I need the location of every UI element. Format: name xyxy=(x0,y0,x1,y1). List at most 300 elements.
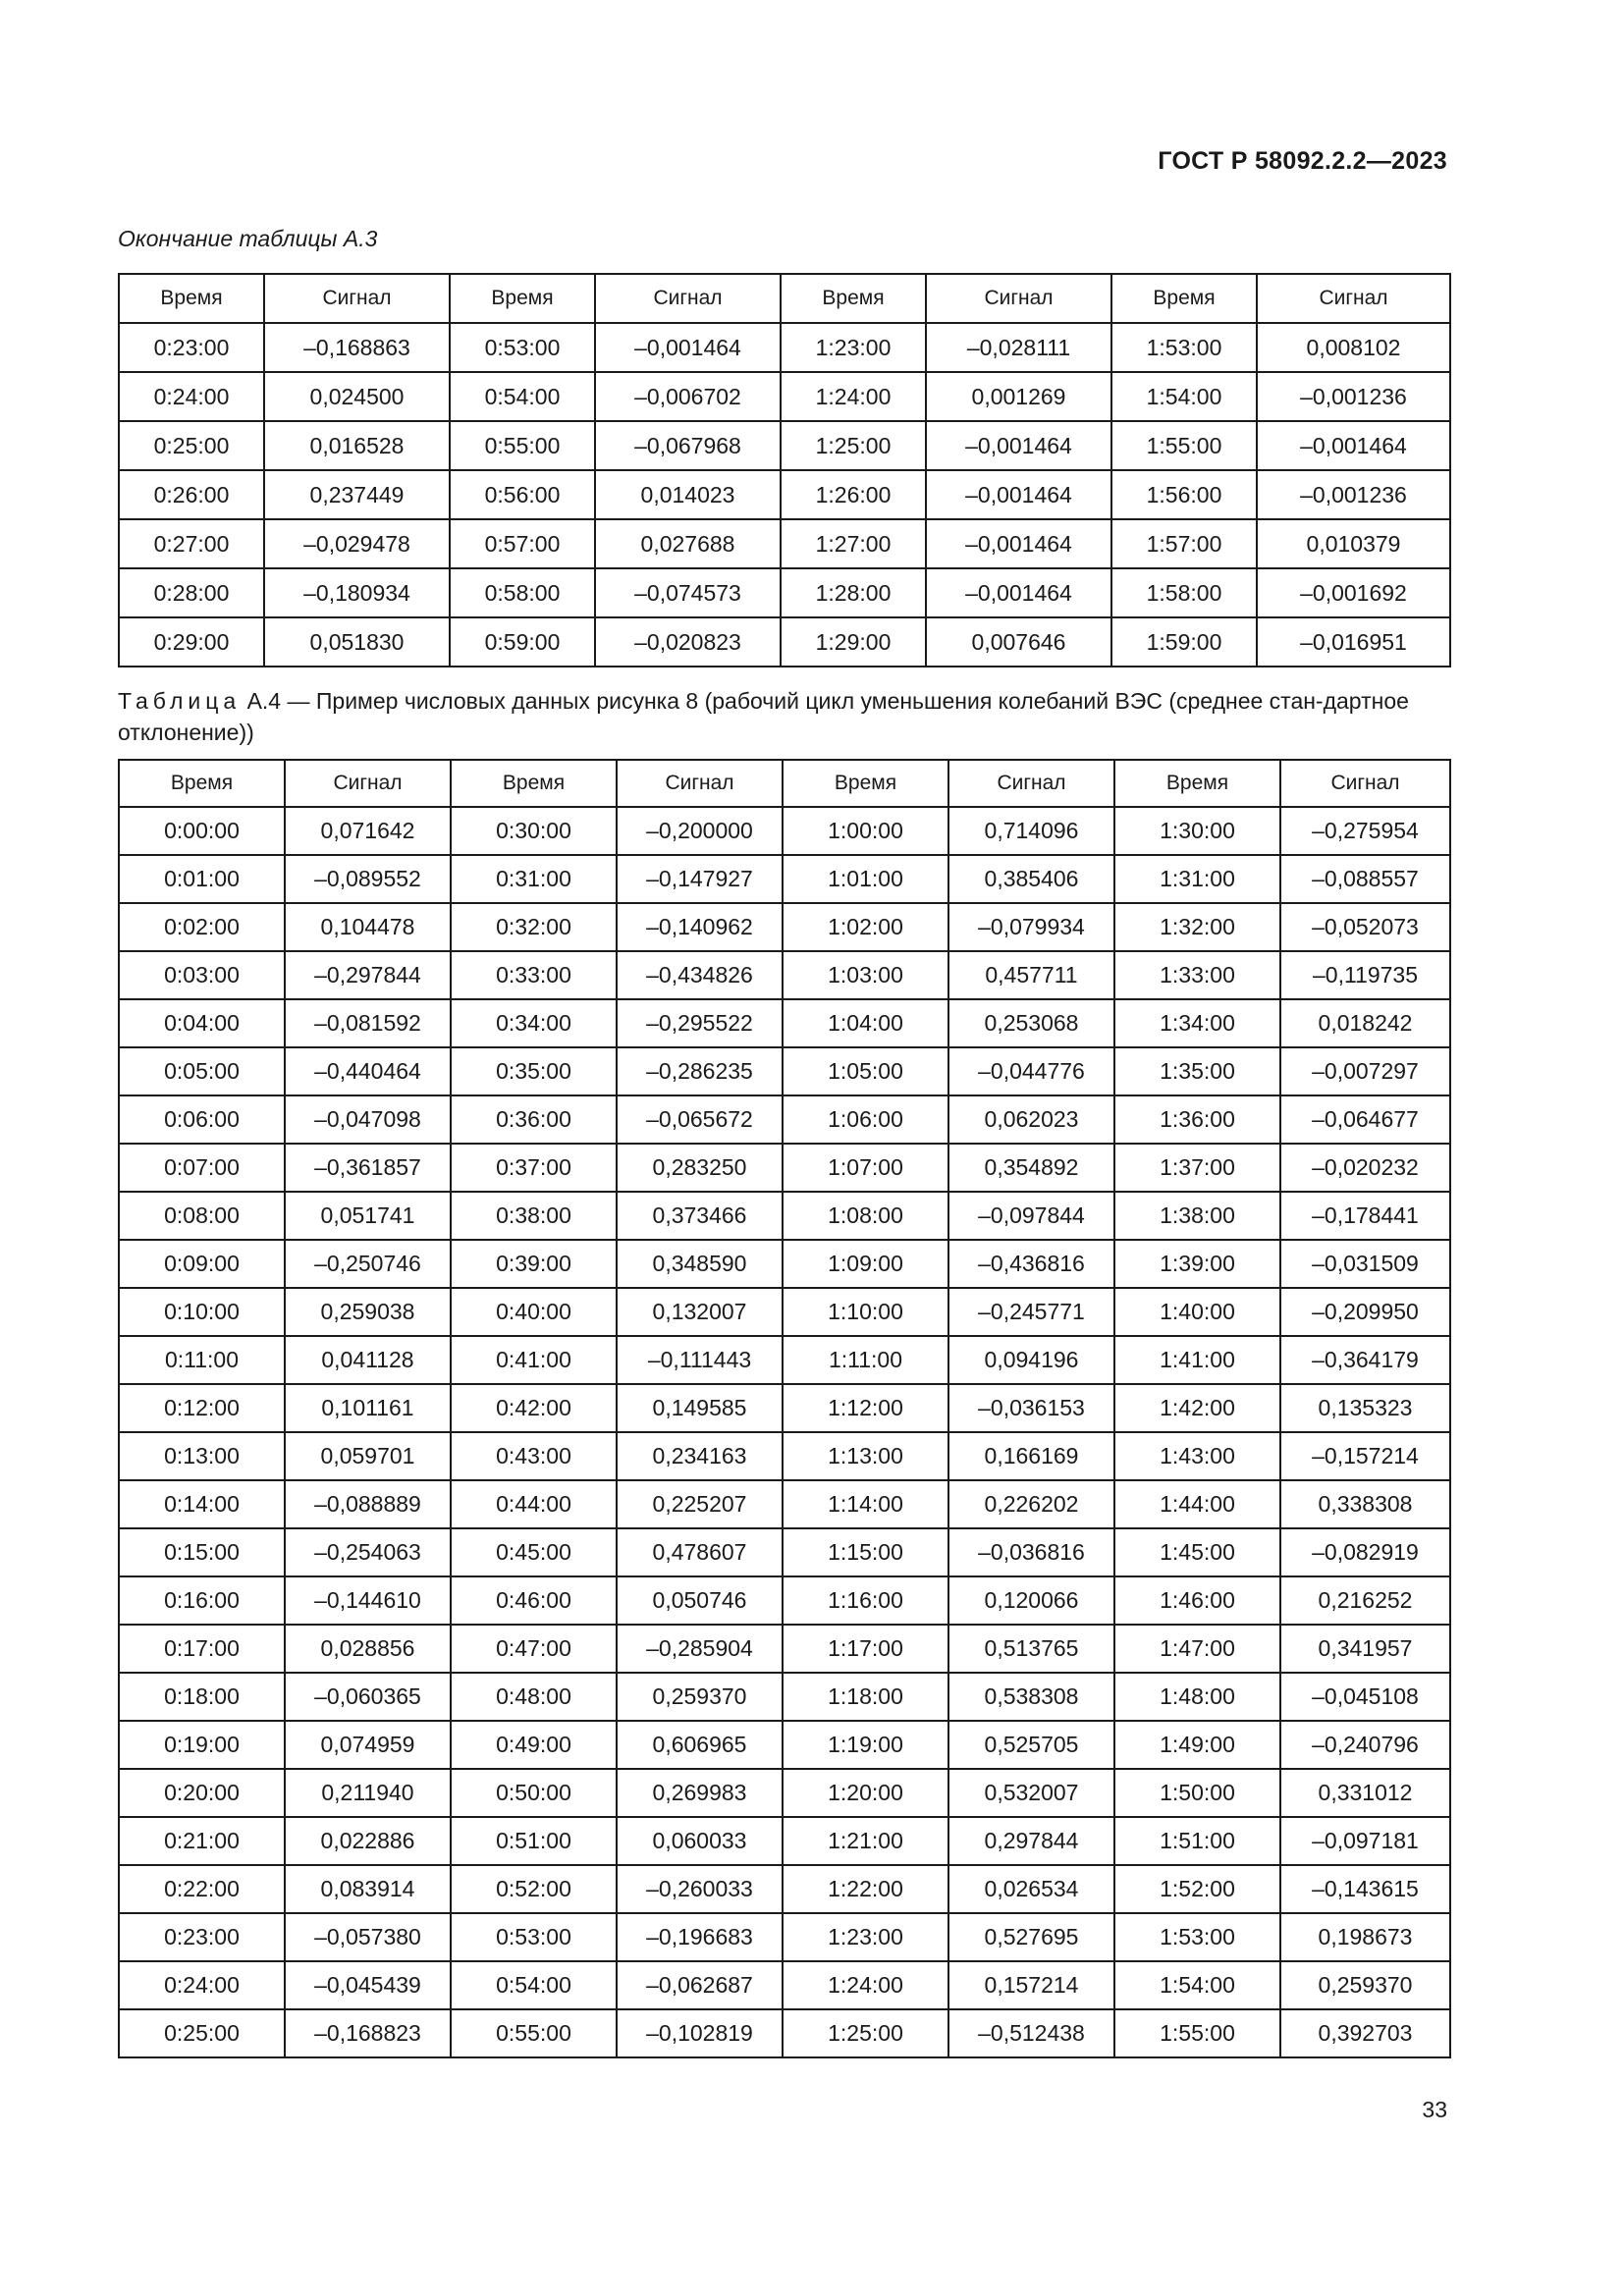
signal-cell: 0,001269 xyxy=(926,372,1111,421)
page-number: 33 xyxy=(1422,2097,1447,2122)
signal-cell: –0,089552 xyxy=(285,855,451,903)
signal-cell: –0,044776 xyxy=(948,1047,1114,1095)
time-cell: 1:55:00 xyxy=(1114,2009,1280,2057)
signal-cell: 0,234163 xyxy=(617,1432,783,1480)
table-row xyxy=(119,519,1450,568)
signal-cell: –0,512438 xyxy=(948,2009,1114,2057)
time-cell: 0:20:00 xyxy=(119,1769,285,1817)
signal-cell: 0,101161 xyxy=(285,1384,451,1432)
time-cell: 0:36:00 xyxy=(451,1095,617,1144)
signal-cell: –0,079934 xyxy=(948,903,1114,951)
time-cell: 0:54:00 xyxy=(450,372,595,421)
column-header: Время xyxy=(781,274,926,323)
time-cell: 0:40:00 xyxy=(451,1288,617,1336)
time-cell: 1:38:00 xyxy=(1114,1192,1280,1240)
time-cell: 1:13:00 xyxy=(783,1432,948,1480)
time-cell: 1:34:00 xyxy=(1114,999,1280,1047)
column-header: Время xyxy=(783,760,948,807)
time-cell: 1:09:00 xyxy=(783,1240,948,1288)
time-cell: 1:23:00 xyxy=(783,1913,948,1961)
signal-cell: 0,094196 xyxy=(948,1336,1114,1384)
signal-cell: 0,135323 xyxy=(1280,1384,1450,1432)
signal-cell: 0,341957 xyxy=(1280,1625,1450,1673)
signal-cell: 0,149585 xyxy=(617,1384,783,1432)
time-cell: 0:24:00 xyxy=(119,372,264,421)
signal-cell: –0,045108 xyxy=(1280,1673,1450,1721)
signal-cell: 0,027688 xyxy=(595,519,781,568)
time-cell: 0:29:00 xyxy=(119,617,264,667)
time-cell: 1:55:00 xyxy=(1111,421,1257,470)
table-row xyxy=(119,1240,1450,1288)
time-cell: 0:52:00 xyxy=(451,1865,617,1913)
signal-cell: –0,029478 xyxy=(264,519,450,568)
signal-cell: 0,259038 xyxy=(285,1288,451,1336)
time-cell: 1:59:00 xyxy=(1111,617,1257,667)
signal-cell: –0,111443 xyxy=(617,1336,783,1384)
signal-cell: 0,028856 xyxy=(285,1625,451,1673)
column-header: Время xyxy=(451,760,617,807)
signal-cell: –0,144610 xyxy=(285,1576,451,1625)
time-cell: 0:54:00 xyxy=(451,1961,617,2009)
time-cell: 0:30:00 xyxy=(451,807,617,855)
time-cell: 1:17:00 xyxy=(783,1625,948,1673)
time-cell: 0:43:00 xyxy=(451,1432,617,1480)
time-cell: 1:41:00 xyxy=(1114,1336,1280,1384)
table-row xyxy=(119,2009,1450,2057)
column-header: Время xyxy=(450,274,595,323)
signal-cell: 0,166169 xyxy=(948,1432,1114,1480)
signal-cell: 0,338308 xyxy=(1280,1480,1450,1528)
table-row xyxy=(119,470,1450,519)
table-a3-continuation-caption: Окончание таблицы А.3 xyxy=(118,226,378,251)
signal-cell: –0,067968 xyxy=(595,421,781,470)
signal-cell: 0,157214 xyxy=(948,1961,1114,2009)
time-cell: 0:46:00 xyxy=(451,1576,617,1625)
signal-cell: –0,082919 xyxy=(1280,1528,1450,1576)
table-row xyxy=(119,1865,1450,1913)
time-cell: 0:59:00 xyxy=(450,617,595,667)
column-header: Сигнал xyxy=(948,760,1114,807)
time-cell: 1:37:00 xyxy=(1114,1144,1280,1192)
time-cell: 0:26:00 xyxy=(119,470,264,519)
time-cell: 1:35:00 xyxy=(1114,1047,1280,1095)
signal-cell: 0,022886 xyxy=(285,1817,451,1865)
signal-cell: –0,001464 xyxy=(926,470,1111,519)
table-a4-caption-label: Таблица xyxy=(118,688,242,714)
signal-cell: –0,016951 xyxy=(1257,617,1450,667)
time-cell: 0:35:00 xyxy=(451,1047,617,1095)
time-cell: 0:00:00 xyxy=(119,807,285,855)
time-cell: 1:25:00 xyxy=(783,2009,948,2057)
column-header: Сигнал xyxy=(926,274,1111,323)
time-cell: 0:08:00 xyxy=(119,1192,285,1240)
time-cell: 0:16:00 xyxy=(119,1576,285,1625)
table-row xyxy=(119,1144,1450,1192)
signal-cell: –0,088889 xyxy=(285,1480,451,1528)
signal-cell: –0,119735 xyxy=(1280,951,1450,999)
table-header-row xyxy=(119,760,1450,807)
time-cell: 1:14:00 xyxy=(783,1480,948,1528)
signal-cell: 0,259370 xyxy=(1280,1961,1450,2009)
signal-cell: 0,348590 xyxy=(617,1240,783,1288)
signal-cell: 0,026534 xyxy=(948,1865,1114,1913)
signal-cell: –0,209950 xyxy=(1280,1288,1450,1336)
table-row xyxy=(119,1432,1450,1480)
signal-cell: –0,001464 xyxy=(926,421,1111,470)
time-cell: 0:04:00 xyxy=(119,999,285,1047)
time-cell: 1:18:00 xyxy=(783,1673,948,1721)
column-header: Время xyxy=(1111,274,1257,323)
time-cell: 1:53:00 xyxy=(1114,1913,1280,1961)
signal-cell: 0,071642 xyxy=(285,807,451,855)
time-cell: 0:18:00 xyxy=(119,1673,285,1721)
time-cell: 1:51:00 xyxy=(1114,1817,1280,1865)
column-header: Сигнал xyxy=(595,274,781,323)
time-cell: 1:53:00 xyxy=(1111,323,1257,372)
time-cell: 1:40:00 xyxy=(1114,1288,1280,1336)
signal-cell: 0,016528 xyxy=(264,421,450,470)
time-cell: 0:25:00 xyxy=(119,421,264,470)
signal-cell: –0,064677 xyxy=(1280,1095,1450,1144)
time-cell: 0:09:00 xyxy=(119,1240,285,1288)
signal-cell: –0,081592 xyxy=(285,999,451,1047)
time-cell: 0:51:00 xyxy=(451,1817,617,1865)
signal-cell: –0,028111 xyxy=(926,323,1111,372)
signal-cell: 0,051741 xyxy=(285,1192,451,1240)
signal-cell: 0,253068 xyxy=(948,999,1114,1047)
signal-cell: 0,050746 xyxy=(617,1576,783,1625)
table-row xyxy=(119,903,1450,951)
signal-cell: –0,097844 xyxy=(948,1192,1114,1240)
signal-cell: 0,211940 xyxy=(285,1769,451,1817)
signal-cell: –0,020823 xyxy=(595,617,781,667)
signal-cell: 0,532007 xyxy=(948,1769,1114,1817)
time-cell: 0:23:00 xyxy=(119,323,264,372)
signal-cell: –0,295522 xyxy=(617,999,783,1047)
column-header: Сигнал xyxy=(285,760,451,807)
table-header-row xyxy=(119,274,1450,323)
table-row xyxy=(119,1625,1450,1673)
time-cell: 0:57:00 xyxy=(450,519,595,568)
time-cell: 1:22:00 xyxy=(783,1865,948,1913)
signal-cell: 0,041128 xyxy=(285,1336,451,1384)
signal-cell: –0,001464 xyxy=(595,323,781,372)
time-cell: 0:11:00 xyxy=(119,1336,285,1384)
signal-cell: –0,140962 xyxy=(617,903,783,951)
signal-cell: 0,354892 xyxy=(948,1144,1114,1192)
time-cell: 1:20:00 xyxy=(783,1769,948,1817)
table-row xyxy=(119,1576,1450,1625)
signal-cell: –0,031509 xyxy=(1280,1240,1450,1288)
time-cell: 1:02:00 xyxy=(783,903,948,951)
time-cell: 0:25:00 xyxy=(119,2009,285,2057)
signal-cell: 0,083914 xyxy=(285,1865,451,1913)
signal-cell: 0,513765 xyxy=(948,1625,1114,1673)
time-cell: 0:32:00 xyxy=(451,903,617,951)
time-cell: 1:31:00 xyxy=(1114,855,1280,903)
signal-cell: 0,538308 xyxy=(948,1673,1114,1721)
signal-cell: –0,245771 xyxy=(948,1288,1114,1336)
table-row xyxy=(119,1673,1450,1721)
signal-cell: 0,478607 xyxy=(617,1528,783,1576)
signal-cell: –0,088557 xyxy=(1280,855,1450,903)
signal-cell: –0,168823 xyxy=(285,2009,451,2057)
signal-cell: –0,361857 xyxy=(285,1144,451,1192)
signal-cell: –0,020232 xyxy=(1280,1144,1450,1192)
time-cell: 1:07:00 xyxy=(783,1144,948,1192)
column-header: Время xyxy=(119,760,285,807)
time-cell: 1:05:00 xyxy=(783,1047,948,1095)
signal-cell: –0,196683 xyxy=(617,1913,783,1961)
signal-cell: –0,157214 xyxy=(1280,1432,1450,1480)
signal-cell: –0,178441 xyxy=(1280,1192,1450,1240)
time-cell: 0:17:00 xyxy=(119,1625,285,1673)
table-row xyxy=(119,1480,1450,1528)
signal-cell: 0,198673 xyxy=(1280,1913,1450,1961)
signal-cell: –0,250746 xyxy=(285,1240,451,1288)
signal-cell: –0,147927 xyxy=(617,855,783,903)
time-cell: 1:26:00 xyxy=(781,470,926,519)
time-cell: 0:47:00 xyxy=(451,1625,617,1673)
signal-cell: –0,180934 xyxy=(264,568,450,617)
time-cell: 0:53:00 xyxy=(451,1913,617,1961)
signal-cell: –0,168863 xyxy=(264,323,450,372)
time-cell: 1:01:00 xyxy=(783,855,948,903)
signal-cell: 0,457711 xyxy=(948,951,1114,999)
signal-cell: –0,285904 xyxy=(617,1625,783,1673)
signal-cell: 0,269983 xyxy=(617,1769,783,1817)
time-cell: 1:03:00 xyxy=(783,951,948,999)
table-row xyxy=(119,1721,1450,1769)
time-cell: 1:42:00 xyxy=(1114,1384,1280,1432)
time-cell: 1:54:00 xyxy=(1114,1961,1280,2009)
table-a4-caption xyxy=(118,685,1447,748)
signal-cell: 0,297844 xyxy=(948,1817,1114,1865)
signal-cell: –0,286235 xyxy=(617,1047,783,1095)
signal-cell: 0,331012 xyxy=(1280,1769,1450,1817)
signal-cell: –0,434826 xyxy=(617,951,783,999)
column-header: Сигнал xyxy=(264,274,450,323)
signal-cell: 0,283250 xyxy=(617,1144,783,1192)
time-cell: 0:24:00 xyxy=(119,1961,285,2009)
time-cell: 0:42:00 xyxy=(451,1384,617,1432)
time-cell: 1:49:00 xyxy=(1114,1721,1280,1769)
signal-cell: –0,006702 xyxy=(595,372,781,421)
time-cell: 1:11:00 xyxy=(783,1336,948,1384)
time-cell: 1:19:00 xyxy=(783,1721,948,1769)
signal-cell: 0,074959 xyxy=(285,1721,451,1769)
signal-cell: 0,014023 xyxy=(595,470,781,519)
table-row xyxy=(119,1769,1450,1817)
signal-cell: –0,275954 xyxy=(1280,807,1450,855)
time-cell: 0:02:00 xyxy=(119,903,285,951)
table-row xyxy=(119,568,1450,617)
signal-cell: –0,065672 xyxy=(617,1095,783,1144)
time-cell: 1:24:00 xyxy=(783,1961,948,2009)
time-cell: 0:23:00 xyxy=(119,1913,285,1961)
signal-cell: 0,216252 xyxy=(1280,1576,1450,1625)
signal-cell: –0,143615 xyxy=(1280,1865,1450,1913)
time-cell: 1:45:00 xyxy=(1114,1528,1280,1576)
time-cell: 1:08:00 xyxy=(783,1192,948,1240)
signal-cell: 0,226202 xyxy=(948,1480,1114,1528)
signal-cell: –0,364179 xyxy=(1280,1336,1450,1384)
time-cell: 1:36:00 xyxy=(1114,1095,1280,1144)
time-cell: 1:33:00 xyxy=(1114,951,1280,999)
signal-cell: 0,104478 xyxy=(285,903,451,951)
signal-cell: –0,240796 xyxy=(1280,1721,1450,1769)
signal-cell: –0,097181 xyxy=(1280,1817,1450,1865)
time-cell: 0:45:00 xyxy=(451,1528,617,1576)
time-cell: 0:34:00 xyxy=(451,999,617,1047)
signal-cell: –0,074573 xyxy=(595,568,781,617)
signal-cell: 0,606965 xyxy=(617,1721,783,1769)
signal-cell: –0,001692 xyxy=(1257,568,1450,617)
time-cell: 1:21:00 xyxy=(783,1817,948,1865)
time-cell: 0:58:00 xyxy=(450,568,595,617)
table-a3-end xyxy=(118,273,1451,667)
table-row xyxy=(119,1336,1450,1384)
signal-cell: 0,007646 xyxy=(926,617,1111,667)
time-cell: 1:29:00 xyxy=(781,617,926,667)
signal-cell: 0,259370 xyxy=(617,1673,783,1721)
time-cell: 1:27:00 xyxy=(781,519,926,568)
signal-cell: –0,254063 xyxy=(285,1528,451,1576)
column-header: Время xyxy=(119,274,264,323)
time-cell: 0:48:00 xyxy=(451,1673,617,1721)
time-cell: 0:37:00 xyxy=(451,1144,617,1192)
time-cell: 0:49:00 xyxy=(451,1721,617,1769)
time-cell: 1:44:00 xyxy=(1114,1480,1280,1528)
time-cell: 0:56:00 xyxy=(450,470,595,519)
time-cell: 0:03:00 xyxy=(119,951,285,999)
table-row xyxy=(119,1528,1450,1576)
signal-cell: –0,001236 xyxy=(1257,470,1450,519)
column-header: Сигнал xyxy=(1257,274,1450,323)
time-cell: 1:58:00 xyxy=(1111,568,1257,617)
time-cell: 0:44:00 xyxy=(451,1480,617,1528)
time-cell: 1:06:00 xyxy=(783,1095,948,1144)
table-row xyxy=(119,1047,1450,1095)
document-code: ГОСТ Р 58092.2.2—2023 xyxy=(1158,147,1447,175)
time-cell: 0:14:00 xyxy=(119,1480,285,1528)
signal-cell: 0,060033 xyxy=(617,1817,783,1865)
signal-cell: 0,385406 xyxy=(948,855,1114,903)
signal-cell: 0,225207 xyxy=(617,1480,783,1528)
time-cell: 0:05:00 xyxy=(119,1047,285,1095)
column-header: Сигнал xyxy=(1280,760,1450,807)
table-row xyxy=(119,807,1450,855)
signal-cell: 0,392703 xyxy=(1280,2009,1450,2057)
time-cell: 1:10:00 xyxy=(783,1288,948,1336)
table-row xyxy=(119,1095,1450,1144)
signal-cell: 0,010379 xyxy=(1257,519,1450,568)
table-row xyxy=(119,1288,1450,1336)
signal-cell: –0,036153 xyxy=(948,1384,1114,1432)
time-cell: 1:24:00 xyxy=(781,372,926,421)
time-cell: 1:39:00 xyxy=(1114,1240,1280,1288)
table-row xyxy=(119,1913,1450,1961)
signal-cell: 0,018242 xyxy=(1280,999,1450,1047)
signal-cell: 0,714096 xyxy=(948,807,1114,855)
signal-cell: –0,440464 xyxy=(285,1047,451,1095)
time-cell: 1:47:00 xyxy=(1114,1625,1280,1673)
table-row xyxy=(119,999,1450,1047)
table-a4 xyxy=(118,759,1451,2058)
time-cell: 1:15:00 xyxy=(783,1528,948,1576)
time-cell: 0:38:00 xyxy=(451,1192,617,1240)
table-row xyxy=(119,1817,1450,1865)
table-row xyxy=(119,1961,1450,2009)
time-cell: 0:55:00 xyxy=(451,2009,617,2057)
table-row xyxy=(119,855,1450,903)
time-cell: 1:52:00 xyxy=(1114,1865,1280,1913)
signal-cell: –0,047098 xyxy=(285,1095,451,1144)
signal-cell: 0,237449 xyxy=(264,470,450,519)
time-cell: 0:19:00 xyxy=(119,1721,285,1769)
time-cell: 1:04:00 xyxy=(783,999,948,1047)
time-cell: 0:07:00 xyxy=(119,1144,285,1192)
time-cell: 1:48:00 xyxy=(1114,1673,1280,1721)
signal-cell: –0,001464 xyxy=(926,519,1111,568)
time-cell: 0:33:00 xyxy=(451,951,617,999)
time-cell: 0:28:00 xyxy=(119,568,264,617)
signal-cell: 0,059701 xyxy=(285,1432,451,1480)
column-header: Время xyxy=(1114,760,1280,807)
signal-cell: –0,036816 xyxy=(948,1528,1114,1576)
signal-cell: –0,052073 xyxy=(1280,903,1450,951)
time-cell: 1:54:00 xyxy=(1111,372,1257,421)
table-row xyxy=(119,372,1450,421)
signal-cell: –0,007297 xyxy=(1280,1047,1450,1095)
time-cell: 0:13:00 xyxy=(119,1432,285,1480)
time-cell: 1:57:00 xyxy=(1111,519,1257,568)
signal-cell: –0,062687 xyxy=(617,1961,783,2009)
table-row xyxy=(119,1192,1450,1240)
time-cell: 1:12:00 xyxy=(783,1384,948,1432)
table-row xyxy=(119,951,1450,999)
signal-cell: –0,200000 xyxy=(617,807,783,855)
signal-cell: 0,525705 xyxy=(948,1721,1114,1769)
signal-cell: 0,051830 xyxy=(264,617,450,667)
time-cell: 1:56:00 xyxy=(1111,470,1257,519)
time-cell: 0:15:00 xyxy=(119,1528,285,1576)
time-cell: 0:31:00 xyxy=(451,855,617,903)
signal-cell: –0,297844 xyxy=(285,951,451,999)
time-cell: 1:00:00 xyxy=(783,807,948,855)
time-cell: 1:16:00 xyxy=(783,1576,948,1625)
table-a4-caption-text: А.4 — Пример числовых данных рисунка 8 (рабочий цикл уменьшения колебаний ВЭС (среднее стан-дартное отклонение)) xyxy=(118,688,1409,745)
time-cell: 0:55:00 xyxy=(450,421,595,470)
time-cell: 0:21:00 xyxy=(119,1817,285,1865)
signal-cell: –0,045439 xyxy=(285,1961,451,2009)
signal-cell: 0,008102 xyxy=(1257,323,1450,372)
time-cell: 0:22:00 xyxy=(119,1865,285,1913)
time-cell: 0:27:00 xyxy=(119,519,264,568)
table-row xyxy=(119,617,1450,667)
column-header: Сигнал xyxy=(617,760,783,807)
table-row xyxy=(119,421,1450,470)
time-cell: 0:06:00 xyxy=(119,1095,285,1144)
signal-cell: –0,001464 xyxy=(926,568,1111,617)
time-cell: 1:50:00 xyxy=(1114,1769,1280,1817)
time-cell: 0:01:00 xyxy=(119,855,285,903)
time-cell: 1:30:00 xyxy=(1114,807,1280,855)
signal-cell: 0,373466 xyxy=(617,1192,783,1240)
time-cell: 1:25:00 xyxy=(781,421,926,470)
signal-cell: –0,260033 xyxy=(617,1865,783,1913)
signal-cell: –0,057380 xyxy=(285,1913,451,1961)
